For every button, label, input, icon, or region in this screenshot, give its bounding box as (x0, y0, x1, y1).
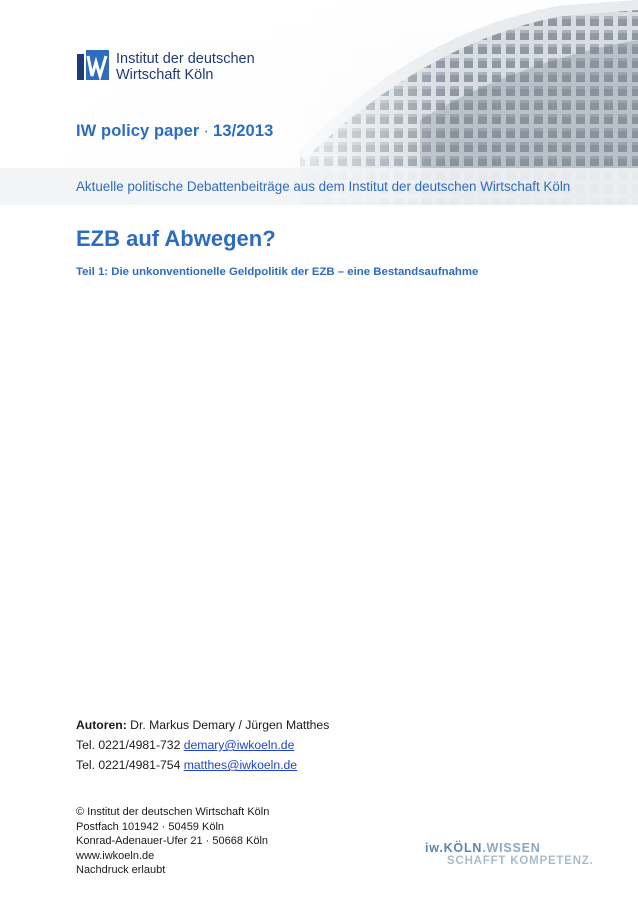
footer-website: www.iwkoeln.de (76, 849, 155, 862)
contact-1-phone: Tel. 0221/4981-732 (76, 738, 181, 752)
institute-line-1: Institut der deutschen (116, 51, 255, 67)
brand-part-3: .WISSEN (482, 841, 541, 855)
institute-line-2: Wirtschaft Köln (116, 67, 214, 83)
contact-line-2 (76, 755, 329, 775)
authors-names: Dr. Markus Demary / Jürgen Matthes (130, 718, 330, 732)
series-label (76, 122, 273, 141)
series-number: 13/2013 (213, 122, 274, 140)
brand-line-2: SCHAFFT KOMPETENZ. (447, 855, 594, 867)
contact-line-1 (76, 735, 329, 755)
footer-address: Konrad-Adenauer-Ufer 21 · 50668 Köln (76, 835, 269, 847)
tagline: Aktuelle politische Debattenbeiträge aus dem Institut der deutschen Wirtschaft Köln (76, 179, 571, 194)
series-separator: · (203, 122, 210, 140)
building-photo (0, 0, 638, 205)
footer-reprint: Nachdruck erlaubt (76, 864, 166, 876)
authors-block (76, 715, 329, 775)
brand-logo (425, 841, 594, 867)
institute-name (116, 51, 255, 83)
series-name: IW policy paper (76, 122, 200, 140)
contact-2-phone: Tel. 0221/4981-754 (76, 758, 181, 772)
iw-logo-icon (76, 48, 110, 82)
footer-postfach: Postfach 101942 · 50459 Köln (76, 820, 225, 833)
authors-label: Autoren: (76, 718, 127, 732)
document-subtitle: Teil 1: Die unkonventionelle Geldpolitik der EZB – eine Bestandsaufnahme (76, 266, 479, 278)
footer-copyright: © Institut der deutschen Wirtschaft Köln (76, 806, 270, 818)
contact-1-email-link[interactable]: demary@iwkoeln.de (183, 738, 295, 752)
footer-imprint (76, 805, 269, 878)
brand-part-2: KÖLN (443, 841, 483, 855)
contact-2-email-link[interactable]: matthes@iwkoeln.de (183, 758, 298, 772)
authors-line (76, 715, 329, 735)
header-banner (0, 0, 638, 205)
brand-part-1: iw. (425, 841, 444, 855)
document-title: EZB auf Abwegen? (76, 226, 276, 251)
brand-line-1 (425, 841, 594, 855)
